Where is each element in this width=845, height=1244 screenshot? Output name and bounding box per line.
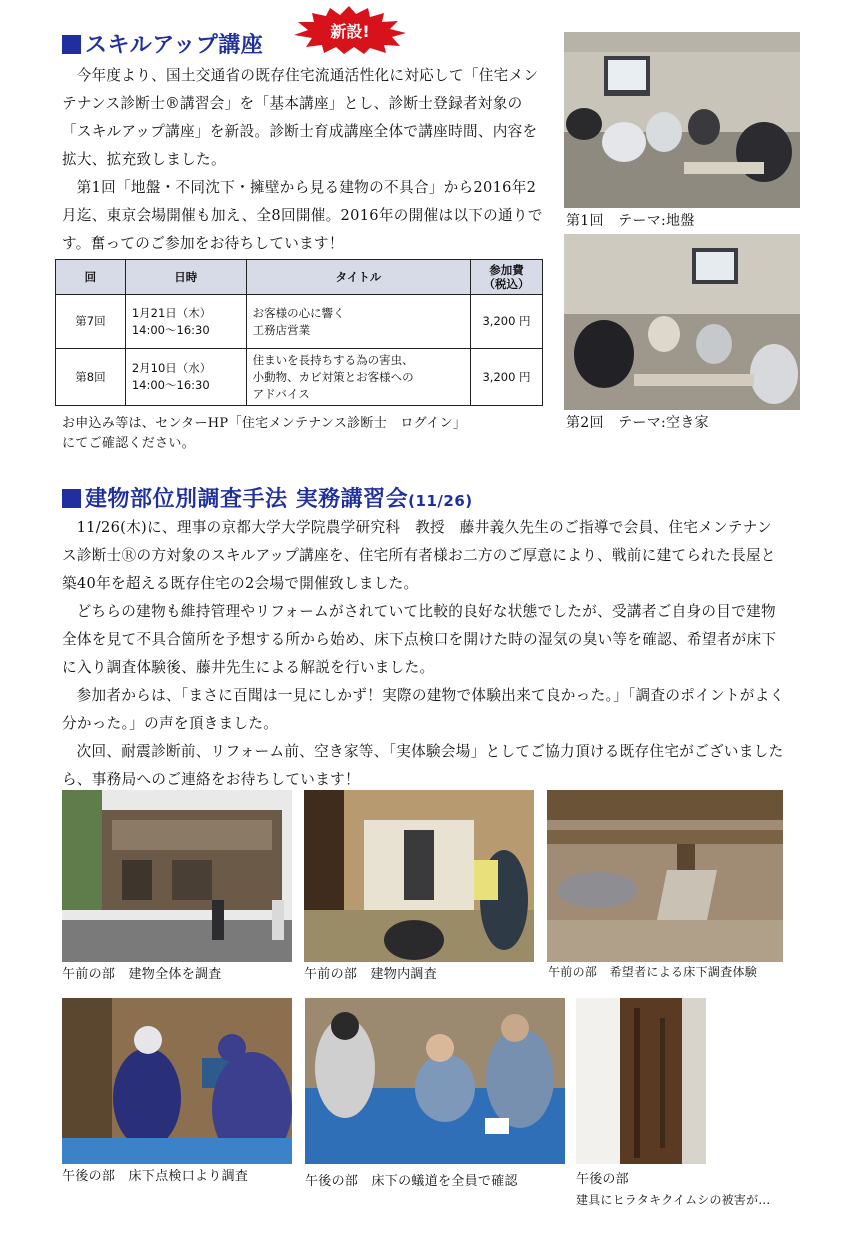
photo-caption: 午後の部: [576, 1172, 629, 1187]
section2-paragraph: 11/26(木)に、理事の京都大学大学院農学研究科 教授 藤井義久先生のご指導で会員、住宅メンテナンス診断士Ⓡの方対象のスキルアップ講座を、住宅所有者様お二方のご厚意により、戦前に建てられた長屋と築40年を超える既存住宅の2会場で開催致しました。: [62, 519, 776, 592]
photo-caption: 建具にヒラタキクイムシの被害が…: [576, 1193, 771, 1207]
cell-date: [125, 295, 246, 349]
section2-heading: [62, 482, 473, 513]
table-header-row: [56, 260, 543, 295]
section1-body: [62, 62, 548, 258]
photo-caption: 午前の部 建物内調査: [304, 967, 438, 982]
photo-caption: 午後の部 床下の蟻道を全員で確認: [305, 1174, 518, 1189]
application-note: [62, 414, 552, 454]
header-fee: [471, 260, 543, 295]
schedule-table: [55, 259, 543, 406]
cell-date-day: 2月10日（水）: [131, 361, 212, 375]
photo-underfloor-experience: [547, 790, 783, 962]
header-title: タイトル: [246, 260, 470, 295]
photo-termite-tunnel-check: [305, 998, 565, 1164]
section2-heading-text: 建物部位別調査手法 実務講習会: [85, 487, 409, 512]
photo-inspection-hatch: [62, 998, 292, 1164]
section2-heading-date: (11/26): [408, 492, 473, 510]
photo-caption: 第1回 テーマ:地盤: [566, 213, 695, 229]
photo-caption: 第2回 テーマ:空き家: [566, 415, 709, 431]
table-row: [56, 295, 543, 349]
square-bullet-icon: [62, 489, 81, 508]
cell-date-time: 14:00〜16:30: [131, 322, 210, 337]
cell-date: [125, 349, 246, 406]
section2-paragraph: 参加者からは、「まさに百聞は一見にしかず！実際の建物で体験出来て良かった。」「調査のポイントがよく分かった。」の声を頂きました。: [62, 687, 785, 732]
section1-paragraph: 今年度より、国土交通省の既存住宅流通活性化に対応して「住宅メンテナンス診断士®講習会」を「基本講座」とし、診断士登録者対象の「スキルアップ講座」を新設。診断士育成講座全体で講座時間、内容を拡大、拡充致しました。: [62, 67, 539, 168]
section2-paragraph: 次回、耐震診断前、リフォーム前、空き家等、「実体験会場」としてご協力頂ける既存住宅がございましたら、事務局へのご連絡をお待ちしています！: [62, 743, 784, 788]
cell-title-line: 住まいを長持ちする為の害虫、: [252, 352, 414, 367]
photo-caption: 午後の部 床下点検口より調査: [62, 1169, 249, 1184]
section2-paragraph: どちらの建物も維持管理やリフォームがされていて比較的良好な状態でしたが、受講者ご自身の目で建物全体を見て不具合箇所を予想する所から始め、床下点検口を開けた時の湿気の臭い等を確認、希望者が床下に入り調査体験後、藤井先生による解説を行いました。: [62, 603, 777, 676]
photo-caption-block: [576, 1170, 770, 1210]
section1-heading: [62, 28, 263, 59]
photo-caption: 午前の部 希望者による床下調査体験: [548, 965, 758, 979]
photo-building-exterior: [62, 790, 292, 962]
note-line: お申込み等は、センターHP「住宅メンテナンス診断士 ログイン」: [62, 416, 467, 431]
cell-title-line: アドバイス: [252, 386, 310, 401]
cell-title: [246, 295, 470, 349]
cell-date-day: 1月21日（木）: [131, 305, 212, 320]
photo-building-interior: [304, 790, 534, 962]
header-fee-line2: （税込）: [483, 277, 530, 291]
cell-fee: 3,200 円: [471, 349, 543, 406]
section2-body: [62, 514, 786, 794]
photo-beetle-damage: [576, 998, 706, 1164]
cell-date-time: 14:00〜16:30: [131, 378, 210, 392]
cell-no: 第7回: [56, 295, 126, 349]
photo-caption: 午前の部 建物全体を調査: [62, 967, 222, 982]
new-badge-text: 新設!: [330, 22, 370, 41]
cell-title-line: 小動物、カビ対策とお客様への: [252, 369, 414, 384]
table-row: [56, 349, 543, 406]
cell-title-line: 工務店営業: [252, 322, 311, 337]
seminar-photo-1: [564, 32, 800, 208]
note-line: にてご確認ください。: [62, 436, 196, 451]
cell-no: 第8回: [56, 349, 126, 406]
cell-title: [246, 349, 470, 406]
cell-fee: 3,200 円: [471, 295, 543, 349]
header-date: 日時: [125, 260, 246, 295]
new-badge-burst-icon: [290, 6, 408, 54]
section1-heading-text: スキルアップ講座: [85, 33, 264, 58]
header-no: 回: [56, 260, 126, 295]
cell-title-line: お客様の心に響く: [252, 305, 345, 320]
square-bullet-icon: [62, 35, 81, 54]
section1-paragraph: 第1回「地盤・不同沈下・擁壁から見る建物の不具合」から2016年2月迄、東京会場開催も加え、全8回開催。2016年の開催は以下の通りです。奮ってのご参加をお待ちしています！: [62, 179, 543, 252]
seminar-photo-2: [564, 234, 800, 410]
header-fee-line1: 参加費: [489, 263, 524, 277]
